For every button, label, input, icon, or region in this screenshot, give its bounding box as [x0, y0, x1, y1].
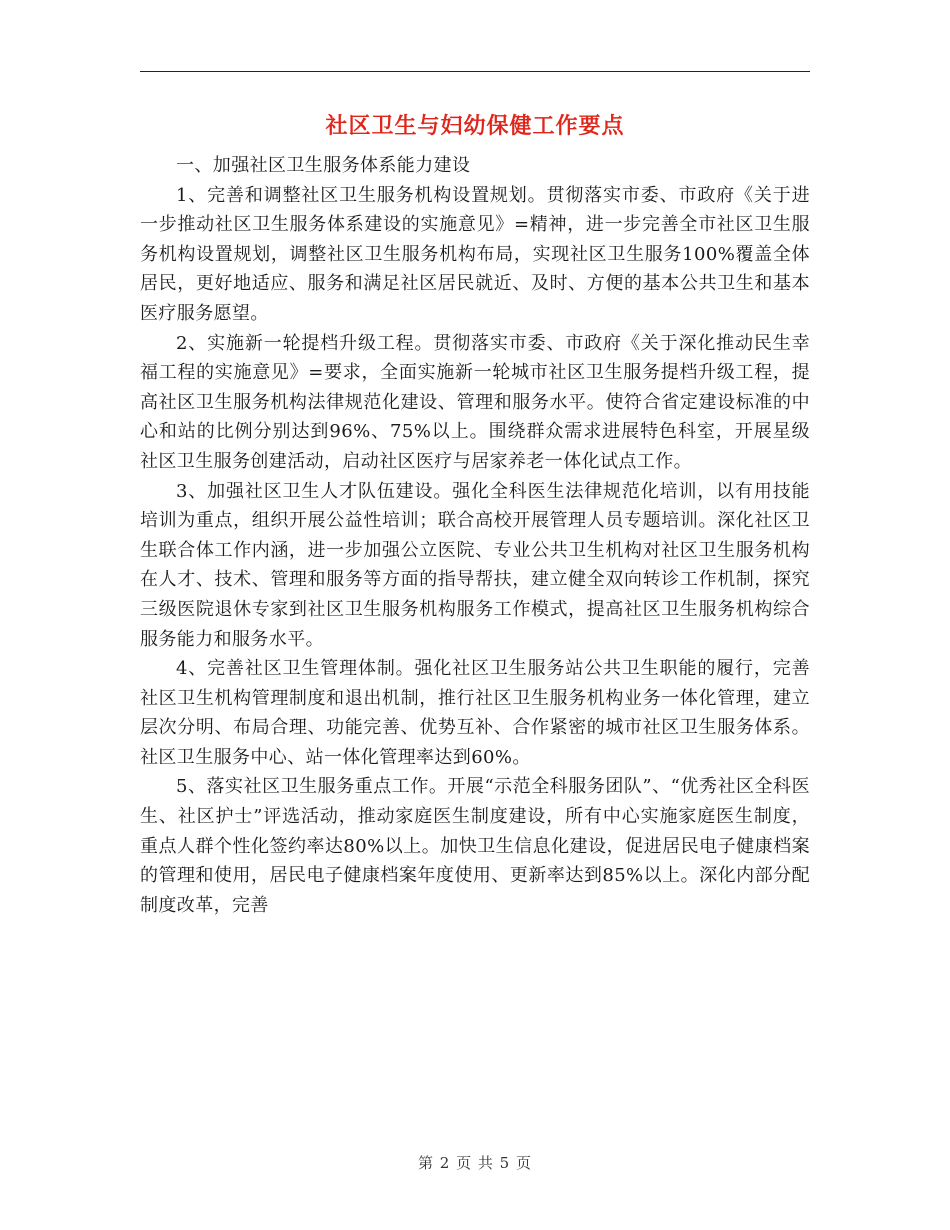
paragraph-item-1: 1、完善和调整社区卫生服务机构设置规划。贯彻落实市委、市政府《关于进一步推动社区卫生服务体系建设的实施意见》=精神，进一步完善全市社区卫生服务机构设置规划，调整社区卫生服务机构布局，实现社区卫生服务100%覆盖全体居民，更好地适应、服务和满足社区居民就近、及时、方便的基本公共卫生和基本医疗服务愿望。 — [140, 184, 810, 324]
header-rule — [140, 71, 810, 72]
page-number: 第 2 页 共 5 页 — [418, 1154, 532, 1172]
document-body — [140, 151, 810, 920]
paragraph-item-2: 2、实施新一轮提档升级工程。贯彻落实市委、市政府《关于深化推动民生幸福工程的实施意见》=要求，全面实施新一轮城市社区卫生服务提档升级工程，提高社区卫生服务机构法律规范化建设、管理和服务水平。使符合省定建设标准的中心和站的比例分别达到96%、75%以上。围绕群众需求进展特色科室，开展星级社区卫生服务创建活动，启动社区医疗与居家养老一体化试点工作。 — [140, 332, 810, 472]
document-title: 社区卫生与妇幼保健工作要点 — [325, 113, 625, 139]
paragraph-item-5: 5、落实社区卫生服务重点工作。开展“示范全科服务团队”、“优秀社区全科医生、社区护士”评选活动，推动家庭医生制度建设，所有中心实施家庭医生制度，重点人群个性化签约率达80%以上。加快卫生信息化建设，促进居民电子健康档案的管理和使用，居民电子健康档案年度使用、更新率达到85%以上。深化内部分配制度改革，完善 — [140, 776, 810, 916]
paragraph-item-3: 3、加强社区卫生人才队伍建设。强化全科医生法律规范化培训，以有用技能培训为重点，组织开展公益性培训；联合高校开展管理人员专题培训。深化社区卫生联合体工作内涵，进一步加强公立医院、专业公共卫生机构对社区卫生服务机构在人才、技术、管理和服务等方面的指导帮扶，建立健全双向转诊工作机制，探究三级医院退休专家到社区卫生服务机构服务工作模式，提高社区卫生服务机构综合服务能力和服务水平。 — [140, 480, 810, 650]
paragraph-item-4: 4、完善社区卫生管理体制。强化社区卫生服务站公共卫生职能的履行，完善社区卫生机构管理制度和退出机制，推行社区卫生服务机构业务一体化管理，建立层次分明、布局合理、功能完善、优势互补、合作紧密的城市社区卫生服务体系。社区卫生服务中心、站一体化管理率达到60%。 — [140, 658, 810, 768]
section-heading: 一、加强社区卫生服务体系能力建设 — [176, 155, 471, 176]
